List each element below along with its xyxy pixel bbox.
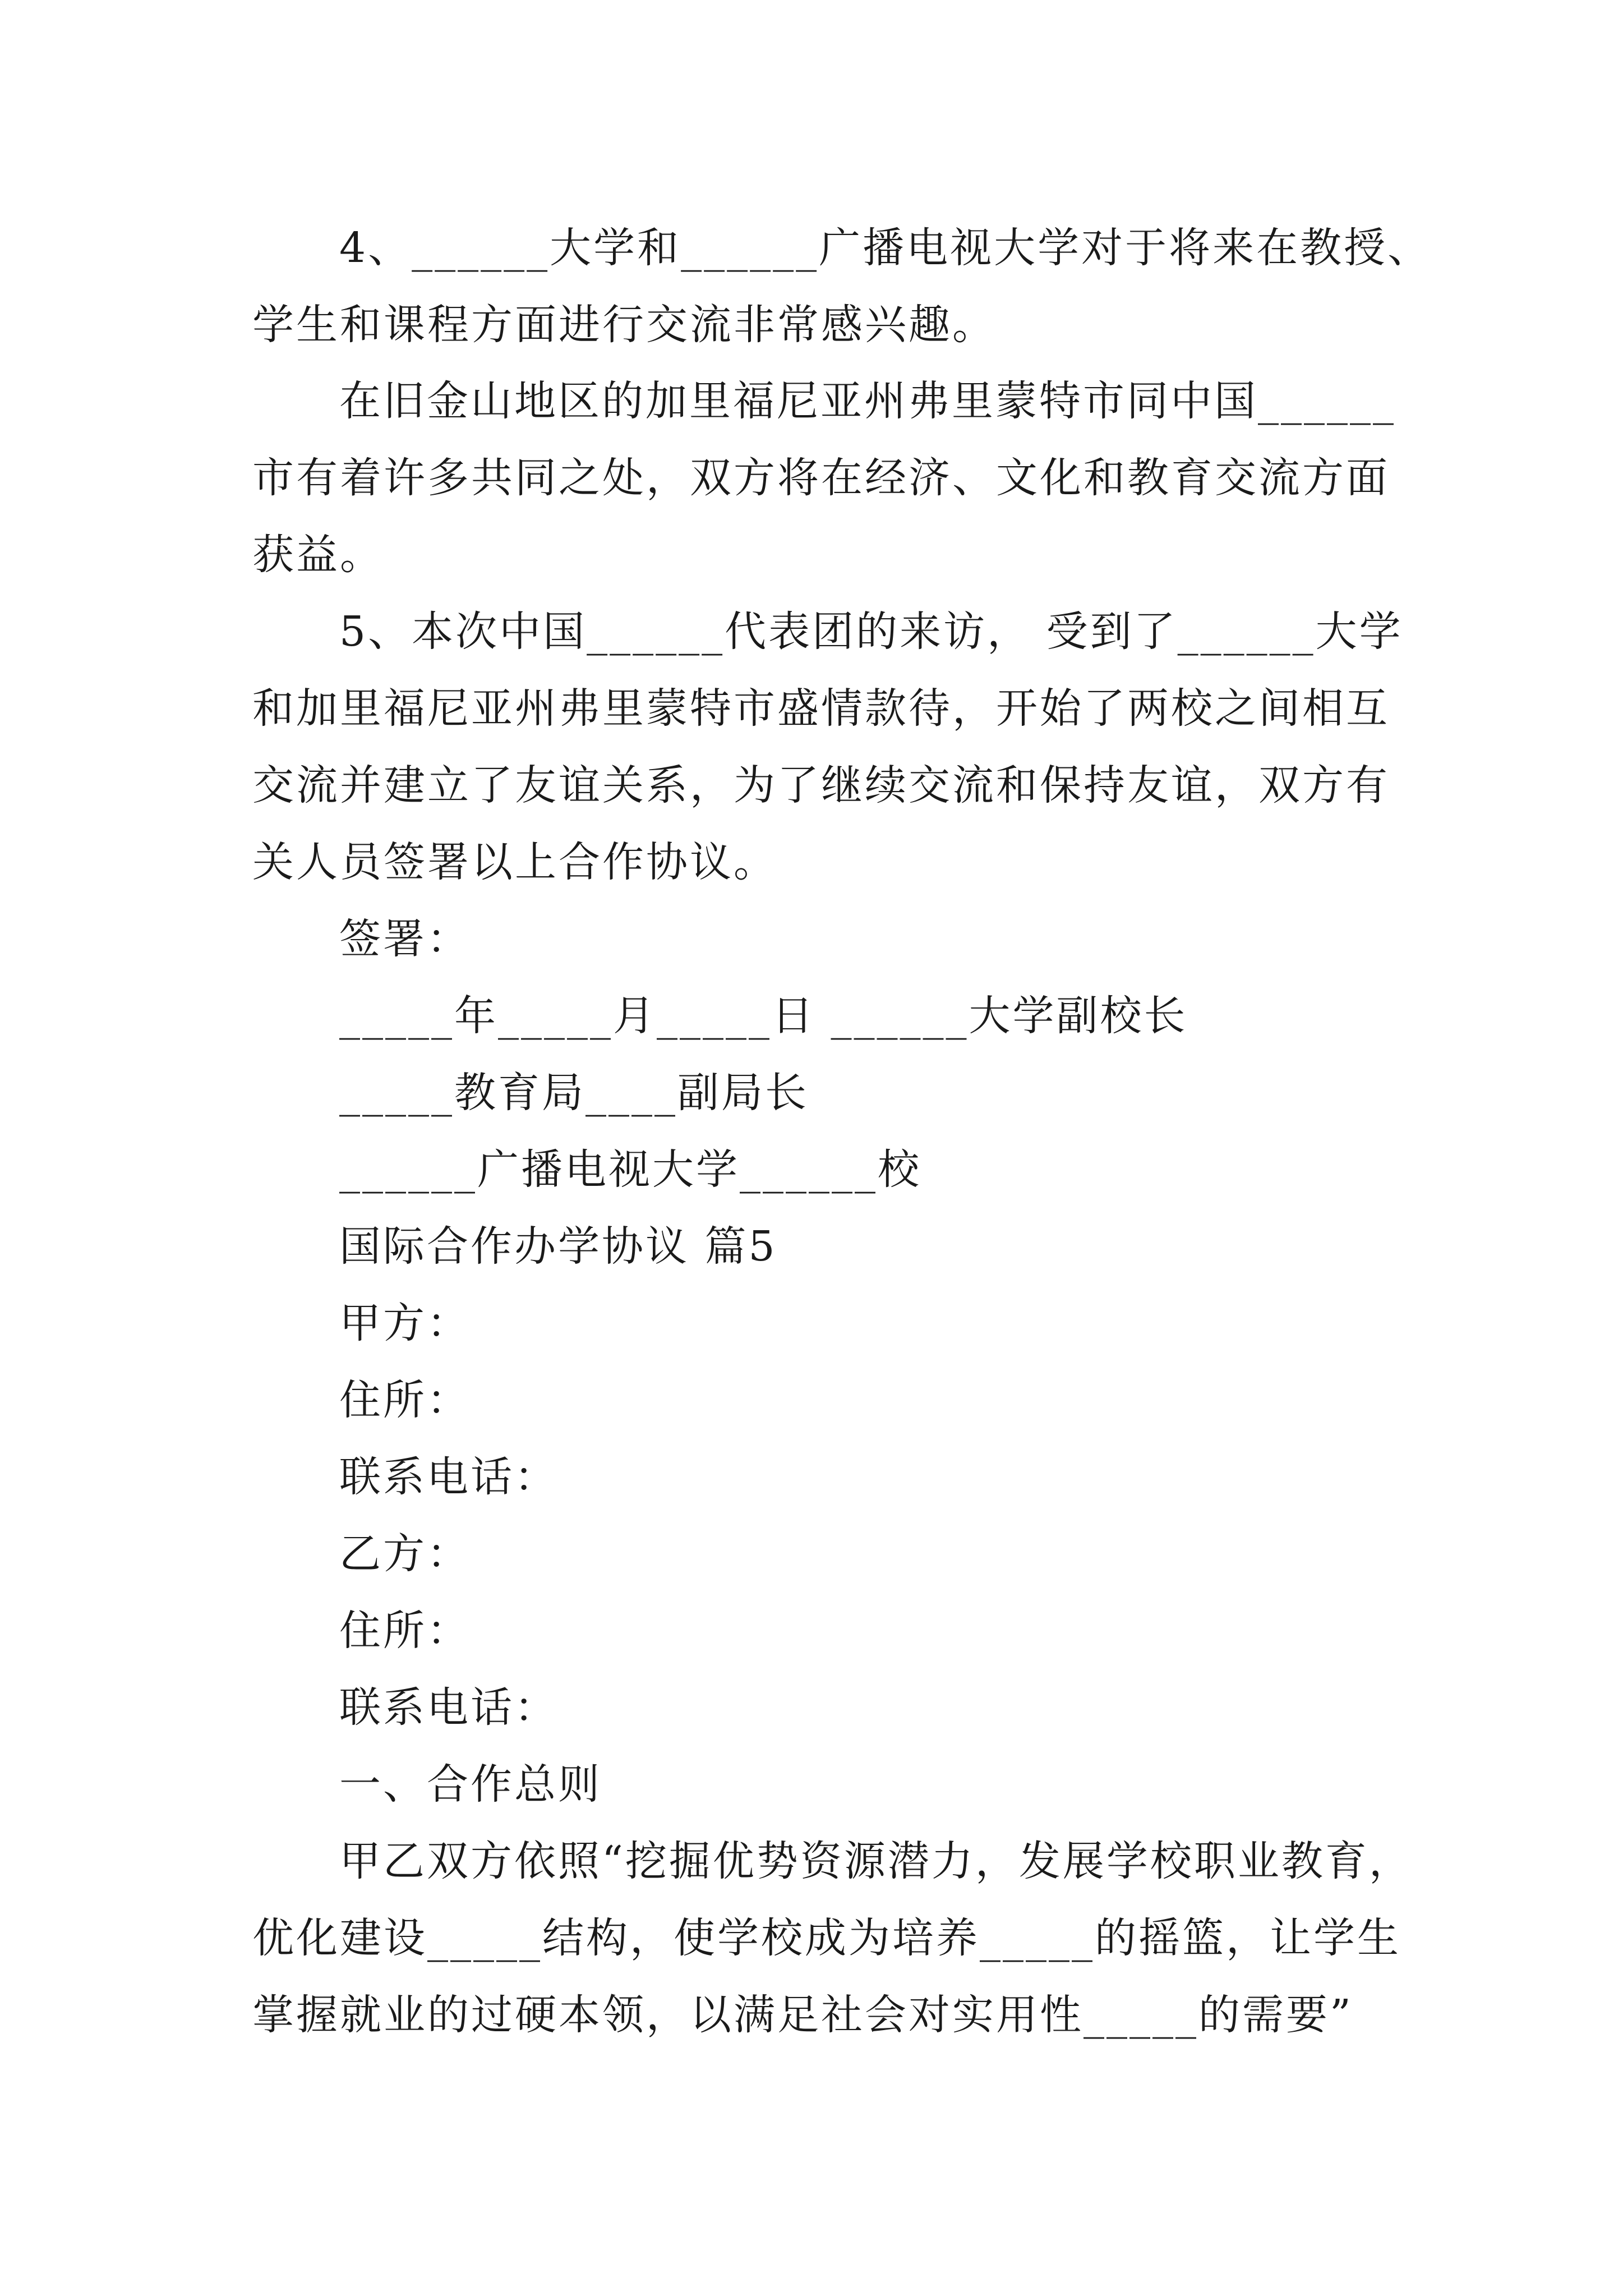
text-line: 甲乙双方依照“挖掘优势资源潜力，发展学校职业教育， bbox=[339, 1837, 1413, 1885]
text-line: 交流并建立了友谊关系，为了继续交流和保持友谊，双方有 bbox=[252, 761, 1390, 809]
text-line: 和加里福尼亚州弗里蒙特市盛情款待，开始了两校之间相互 bbox=[252, 684, 1390, 733]
text-line: 乙方： bbox=[339, 1530, 471, 1578]
text-line: _____教育局____副局长 bbox=[339, 1069, 809, 1117]
text-line: 5、本次中国______代表团的来访， 受到了______大学 bbox=[339, 608, 1403, 656]
text-line: 市有着许多共同之处，双方将在经济、文化和教育交流方面 bbox=[252, 454, 1390, 502]
text-line: 签署： bbox=[339, 915, 471, 963]
text-line: 联系电话： bbox=[339, 1683, 558, 1732]
section-heading: 国际合作办学协议 篇5 bbox=[339, 1222, 777, 1271]
text-line: ______广播电视大学______校 bbox=[339, 1145, 921, 1194]
text-line: 优化建设_____结构，使学校成为培养_____的摇篮，让学生 bbox=[252, 1914, 1401, 1962]
text-line: 住所： bbox=[339, 1607, 471, 1655]
text-line: 学生和课程方面进行交流非常感兴趣。 bbox=[252, 301, 996, 349]
text-line: _____年_____月_____日 ______大学副校长 bbox=[339, 992, 1188, 1040]
text-line: 关人员签署以上合作协议。 bbox=[252, 838, 777, 886]
text-line: 4、______大学和______广播电视大学对于将来在教授、 bbox=[339, 224, 1432, 272]
text-line: 甲方： bbox=[339, 1299, 471, 1347]
text-line: 联系电话： bbox=[339, 1453, 558, 1501]
text-line: 获益。 bbox=[252, 531, 384, 579]
text-line: 掌握就业的过硬本领，以满足社会对实用性_____的需要” bbox=[252, 1991, 1353, 2039]
section-heading: 一、合作总则 bbox=[339, 1760, 602, 1809]
text-line: 在旧金山地区的加里福尼亚州弗里蒙特市同中国______ bbox=[339, 377, 1396, 425]
text-line: 住所： bbox=[339, 1376, 471, 1424]
